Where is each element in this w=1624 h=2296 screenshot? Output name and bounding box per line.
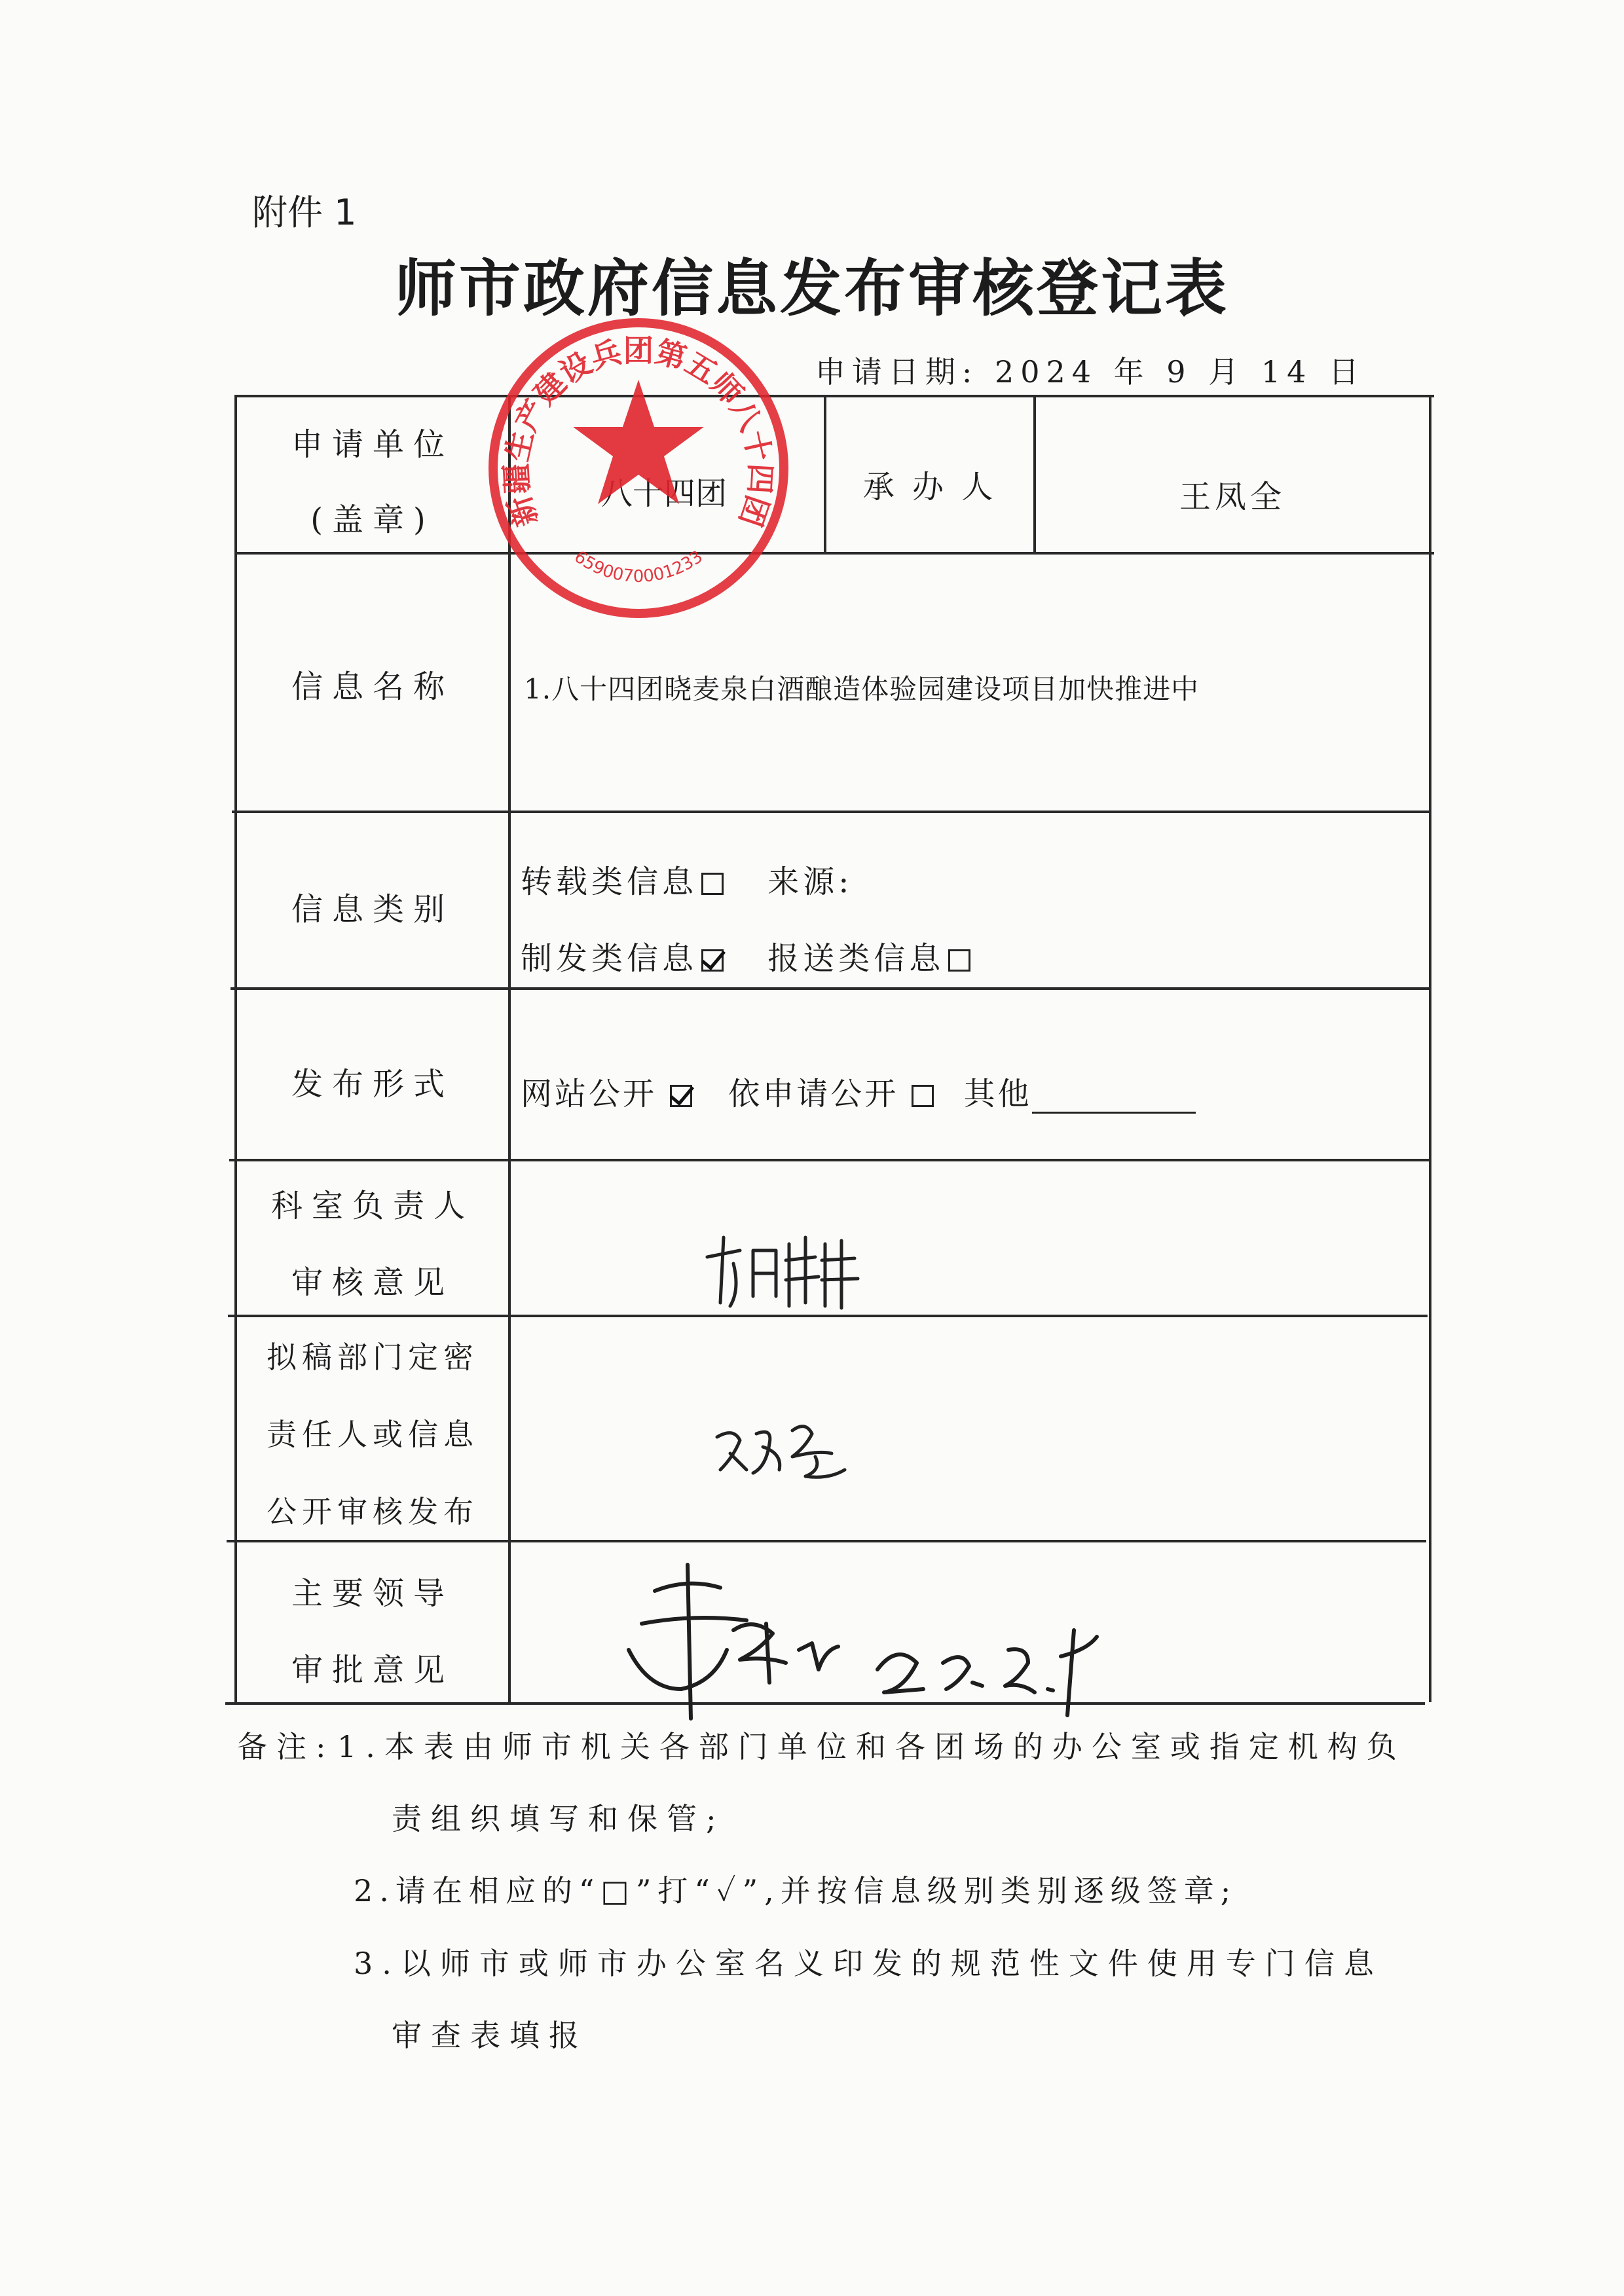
dept-review-label: 科室负责人 xyxy=(270,1188,474,1224)
official-seal xyxy=(485,314,792,622)
seal-code-text xyxy=(570,547,707,586)
leader-opinion-label: 审批意见 xyxy=(291,1652,454,1688)
info-name-label: 信息名称 xyxy=(291,668,454,705)
attachment-label: 附件 1 xyxy=(252,192,357,233)
publish-other-label: 其他 xyxy=(963,1076,1032,1112)
secret-label-line2: 责任人或信息 xyxy=(267,1417,479,1452)
secret-label-line3: 公开审核发布 xyxy=(267,1494,479,1529)
date-label: 申请日期: xyxy=(815,354,979,390)
date-month: 9 xyxy=(1166,354,1192,390)
applicant-label: 申请单位 xyxy=(291,426,454,463)
publish-request-label: 依申请公开 xyxy=(728,1076,899,1112)
date-year-unit: 年 xyxy=(1113,354,1151,390)
dept-review-opinion-label: 审核意见 xyxy=(291,1264,454,1301)
category-reprint-checkbox[interactable] xyxy=(701,873,724,895)
date-month-unit: 月 xyxy=(1208,354,1246,390)
seal-code-textpath: 6590070001233 xyxy=(570,547,707,587)
category-issued-label: 制发类信息 xyxy=(521,940,698,977)
applicant-seal-note: (盖章) xyxy=(310,501,435,538)
secret-reviewer-signature xyxy=(707,1408,858,1486)
publish-form-label: 发布形式 xyxy=(291,1066,454,1102)
page-title: 师市政府信息发布审核登记表 xyxy=(394,253,1229,325)
category-row-1 xyxy=(521,856,853,902)
note-2: 2.请在相应的“□”打“✓”,并按信息级别类别逐级签章; xyxy=(354,1873,1238,1908)
category-source-label: 来源: xyxy=(767,864,853,900)
publish-options xyxy=(521,1068,1196,1114)
note-1-line-2: 责组织填写和保管; xyxy=(392,1801,726,1836)
date-day: 14 xyxy=(1261,354,1313,390)
category-issued-checkbox[interactable] xyxy=(701,949,724,972)
application-date xyxy=(815,348,1365,392)
seal-star-icon xyxy=(573,380,704,504)
info-category-label: 信息类别 xyxy=(291,891,454,928)
category-row-2 xyxy=(521,933,974,978)
publish-website-label: 网站公开 xyxy=(521,1076,657,1112)
publish-other-blank[interactable] xyxy=(1032,1083,1196,1114)
date-year: 2024 xyxy=(994,354,1098,390)
dept-reviewer-signature xyxy=(694,1224,864,1316)
handler-value: 王凤全 xyxy=(1179,479,1285,515)
leader-label: 主要领导 xyxy=(291,1575,454,1612)
category-submitted-checkbox[interactable] xyxy=(948,949,970,972)
note-3-line-2: 审查表填报 xyxy=(392,2018,588,2053)
publish-website-checkbox[interactable] xyxy=(670,1085,692,1107)
note-3-line-1: 3.以师市或师市办公室名义印发的规范性文件使用专门信息 xyxy=(354,1946,1383,1981)
publish-request-checkbox[interactable] xyxy=(912,1085,934,1107)
notes-prefix: 备注: xyxy=(237,1729,335,1764)
applicant-value: 八十四团 xyxy=(601,475,728,512)
info-name-value: 1.八十四团晓麦泉白酒酿造体验园建设项目加快推进中 xyxy=(524,673,1200,705)
leader-signature xyxy=(616,1552,1113,1728)
category-submitted-label: 报送类信息 xyxy=(767,940,945,977)
note-1-line-1: 1.本表由师市机关各部门单位和各团场的办公室或指定机构负 xyxy=(337,1729,1406,1764)
secret-label-line1: 拟稿部门定密 xyxy=(267,1339,479,1375)
date-day-unit: 日 xyxy=(1329,354,1365,390)
seal-ring-textpath: 新疆生产建设兵团第五师八十四团 xyxy=(498,333,779,531)
handler-label: 承 办 人 xyxy=(862,469,997,505)
category-reprint-label: 转载类信息 xyxy=(521,864,698,900)
